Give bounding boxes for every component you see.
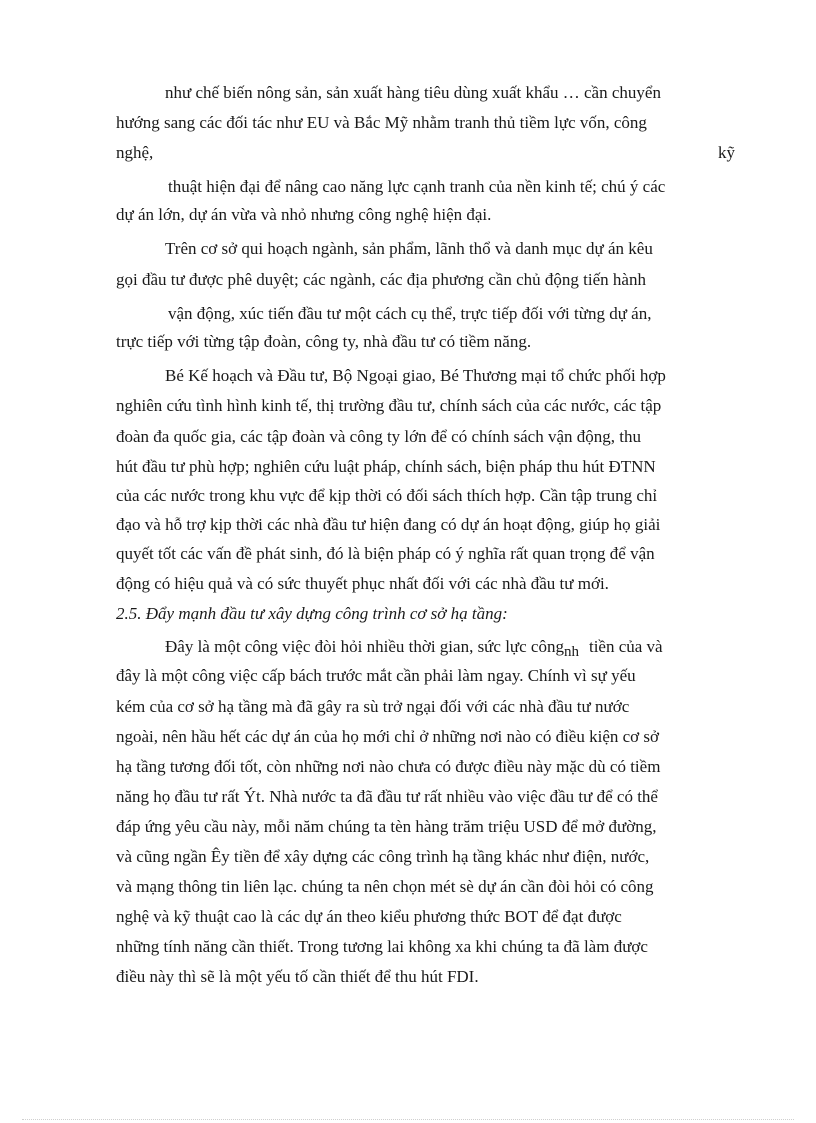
text-line: hướng sang các đối tác như EU và Bắc Mỹ nhằm tranh thủ tiềm lực vốn, công	[116, 113, 647, 132]
text-line: ngoài, nên hầu hết các dự án của họ mới chỉ ở những nơi nào có điều kiện cơ sở	[116, 727, 660, 746]
text-line: Bé Kế hoạch và Đầu tư, Bộ Ngoại giao, Bé Thương mại tổ chức phối hợp	[165, 366, 666, 385]
text-line: đáp ứng yêu cầu này, mỗi năm chúng ta tèn hàng trăm triệu USD để mở đường,	[116, 817, 657, 836]
text-line: hút đầu tư phù hợp; nghiên cứu luật pháp, chính sách, biện pháp thu hút ĐTNN	[116, 457, 656, 476]
text-fragment: Đây là một công việc đòi hỏi nhiều thời gian, sức lực công	[165, 637, 564, 656]
text-line	[116, 143, 735, 163]
text-line: năng họ đầu tư rất Ýt. Nhà nước ta đã đầu tư rất nhiều vào việc đầu tư để có thể	[116, 787, 658, 806]
text-line: của các nước trong khu vực để kịp thời có đối sách thích hợp. Cần tập trung chỉ	[116, 486, 658, 505]
text-fragment: tiền của và	[588, 637, 663, 656]
text-line: thuật hiện đại để nâng cao năng lực cạnh tranh của nền kinh tế; chú ý các	[168, 177, 666, 196]
text-line: đạo và hỗ trợ kịp thời các nhà đầu tư hiện đang có dự án hoạt động, giúp họ giải	[116, 515, 661, 534]
page-bottom-divider	[22, 1119, 794, 1120]
text-line: hạ tầng tương đối tốt, còn những nơi nào chưa có được điều này mặc dù có tiềm	[116, 757, 661, 776]
section-heading: 2.5. Đẩy mạnh đầu tư xây dựng công trình cơ sở hạ tầng:	[116, 604, 508, 623]
text-line: như chế biến nông sản, sản xuất hàng tiêu dùng xuất khẩu … cần chuyển	[165, 83, 661, 102]
text-line: và mạng thông tin liên lạc. chúng ta nên chọn mét sè dự án cần đòi hỏi có công	[116, 877, 654, 896]
text-line	[165, 637, 663, 658]
text-line: động có hiệu quả và có sức thuyết phục nhất đối với các nhà đầu tư mới.	[116, 574, 609, 593]
text-line: gọi đầu tư được phê duyệt; các ngành, các địa phương cần chủ động tiến hành	[116, 270, 646, 289]
text-line: và cũng ngần Êy tiền để xây dựng các công trình hạ tầng khác như điện, nước,	[116, 847, 650, 866]
text-fragment-subscript: nh	[563, 644, 579, 660]
text-line: kém của cơ sở hạ tầng mà đã gây ra sù trở ngại đối với các nhà đầu tư nước	[116, 697, 630, 716]
text-line: Trên cơ sở qui hoạch ngành, sản phẩm, lãnh thổ và danh mục dự án kêu	[165, 239, 653, 258]
text-line: dự án lớn, dự án vừa và nhỏ nhưng công nghệ hiện đại.	[116, 205, 492, 224]
text-line: đoàn đa quốc gia, các tập đoàn và công ty lớn để có chính sách vận động, thu	[116, 427, 641, 446]
text-line: điều này thì sẽ là một yếu tố cần thiết để thu hút FDI.	[116, 967, 479, 986]
text-fragment: nghệ,	[116, 143, 154, 162]
text-line: trực tiếp với từng tập đoàn, công ty, nhà đầu tư có tiềm năng.	[116, 332, 532, 351]
text-line: nghiên cứu tình hình kinh tế, thị trường đầu tư, chính sách của các nước, các tập	[116, 396, 662, 415]
text-line: đây là một công việc cấp bách trước mắt cần phải làm ngay. Chính vì sự yếu	[116, 666, 636, 685]
text-fragment: kỹ	[718, 143, 735, 162]
text-line: những tính năng cần thiết. Trong tương lai không xa khi chúng ta đã làm được	[116, 937, 648, 956]
text-line: nghệ và kỹ thuật cao là các dự án theo kiểu phương thức BOT để đạt được	[116, 907, 622, 926]
text-line: vận động, xúc tiến đầu tư một cách cụ thể, trực tiếp đối với từng dự án,	[168, 304, 652, 323]
text-line: quyết tốt các vấn đề phát sinh, đó là biện pháp có ý nghĩa rất quan trọng để vận	[116, 544, 655, 563]
